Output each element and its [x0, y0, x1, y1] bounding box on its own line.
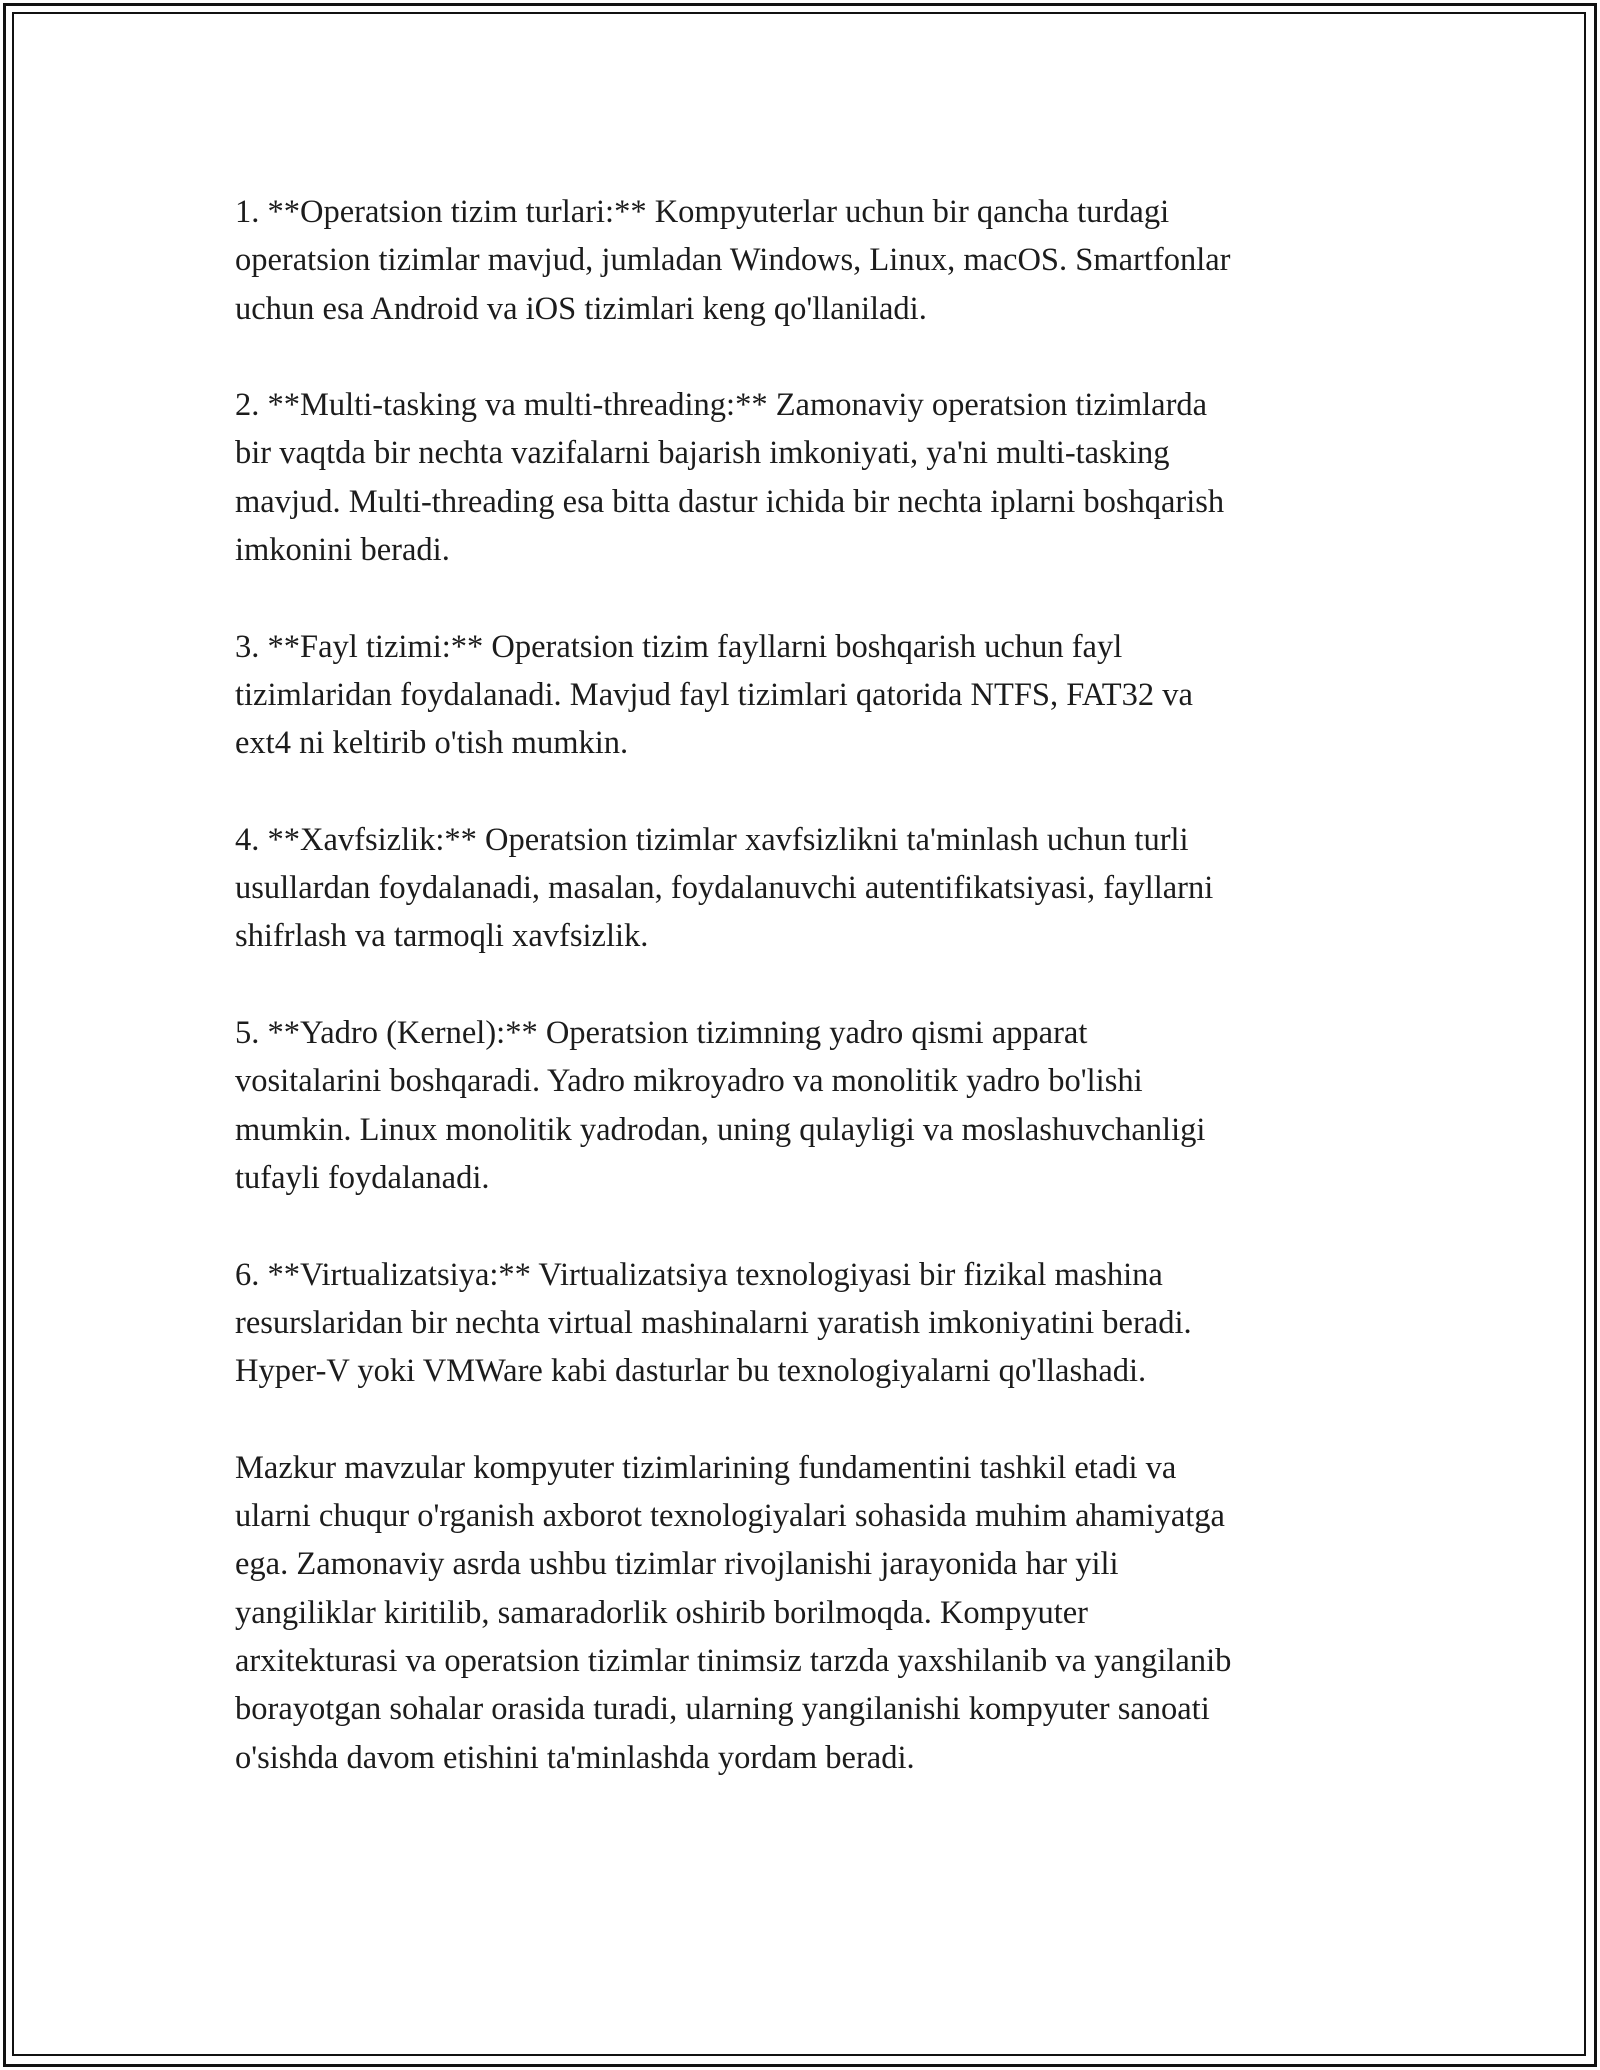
paragraph-security [235, 816, 1385, 961]
text-line: tufayli foydalanadi. [235, 1159, 490, 1196]
document-body [235, 188, 1385, 1830]
text-line: bir vaqtda bir nechta vazifalarni bajarish imkoniyati, ya'ni multi-tasking [235, 435, 1170, 472]
text-line: 2. **Multi-tasking va multi-threading:** Zamonaviy operatsion tizimlarda [235, 387, 1208, 424]
text-line: 1. **Operatsion tizim turlari:** Kompyuterlar uchun bir qancha turdagi [235, 194, 1170, 230]
paragraph-os-types [235, 188, 1385, 333]
text-line: ext4 ni keltirib o'tish mumkin. [235, 725, 629, 762]
text-line: yangiliklar kiritilib, samaradorlik oshirib borilmoqda. Kompyuter [235, 1594, 1088, 1631]
text-line: shifrlash va tarmoqli xavfsizlik. [235, 918, 649, 955]
text-line: mumkin. Linux monolitik yadrodan, uning qulayligi va moslashuvchanligi [235, 1111, 1206, 1148]
text-line: Mazkur mavzular kompyuter tizimlarining fundamentini tashkil etadi va [235, 1449, 1177, 1486]
paragraph-virtualization [235, 1251, 1385, 1396]
text-line: imkonini beradi. [235, 532, 450, 569]
text-line: usullardan foydalanadi, masalan, foydalanuvchi autentifikatsiyasi, fayllarni [235, 870, 1214, 907]
text-line: Hyper-V yoki VMWare kabi dasturlar bu texnologiyalarni qo'llashadi. [235, 1353, 1147, 1390]
paragraph-kernel [235, 1009, 1385, 1202]
text-line: ularni chuqur o'rganish axborot texnologiyalari sohasida muhim ahamiyatga [235, 1498, 1225, 1535]
text-line: uchun esa Android va iOS tizimlari keng qo'llaniladi. [235, 290, 927, 327]
text-line: operatsion tizimlar mavjud, jumladan Windows, Linux, macOS. Smartfonlar [235, 242, 1231, 279]
paragraph-multitasking [235, 381, 1385, 574]
text-line: 4. **Xavfsizlik:** Operatsion tizimlar xavfsizlikni ta'minlash uchun turli [235, 821, 1189, 858]
text-line: resurslaridan bir nechta virtual mashinalarni yaratish imkoniyatini beradi. [235, 1304, 1192, 1341]
text-line: tizimlaridan foydalanadi. Mavjud fayl tizimlari qatorida NTFS, FAT32 va [235, 676, 1193, 713]
text-line: 6. **Virtualizatsiya:** Virtualizatsiya texnologiyasi bir fizikal mashina [235, 1256, 1163, 1293]
text-line: o'sishda davom etishini ta'minlashda yordam beradi. [235, 1739, 915, 1776]
text-line: ega. Zamonaviy asrda ushbu tizimlar rivojlanishi jarayonida har yili [235, 1546, 1119, 1583]
paragraph-file-system [235, 623, 1385, 768]
paragraph-conclusion [235, 1444, 1385, 1782]
text-line: 3. **Fayl tizimi:** Operatsion tizim fayllarni boshqarish uchun fayl [235, 628, 1123, 665]
text-line: borayotgan sohalar orasida turadi, ularning yangilanishi kompyuter sanoati [235, 1691, 1210, 1728]
text-line: 5. **Yadro (Kernel):** Operatsion tizimning yadro qismi apparat [235, 1015, 1088, 1052]
text-line: vositalarini boshqaradi. Yadro mikroyadro va monolitik yadro bo'lishi [235, 1063, 1143, 1100]
text-line: mavjud. Multi-threading esa bitta dastur ichida bir nechta iplarni boshqarish [235, 483, 1225, 520]
text-line: arxitekturasi va operatsion tizimlar tinimsiz tarzda yaxshilanib va yangilanib [235, 1642, 1232, 1679]
